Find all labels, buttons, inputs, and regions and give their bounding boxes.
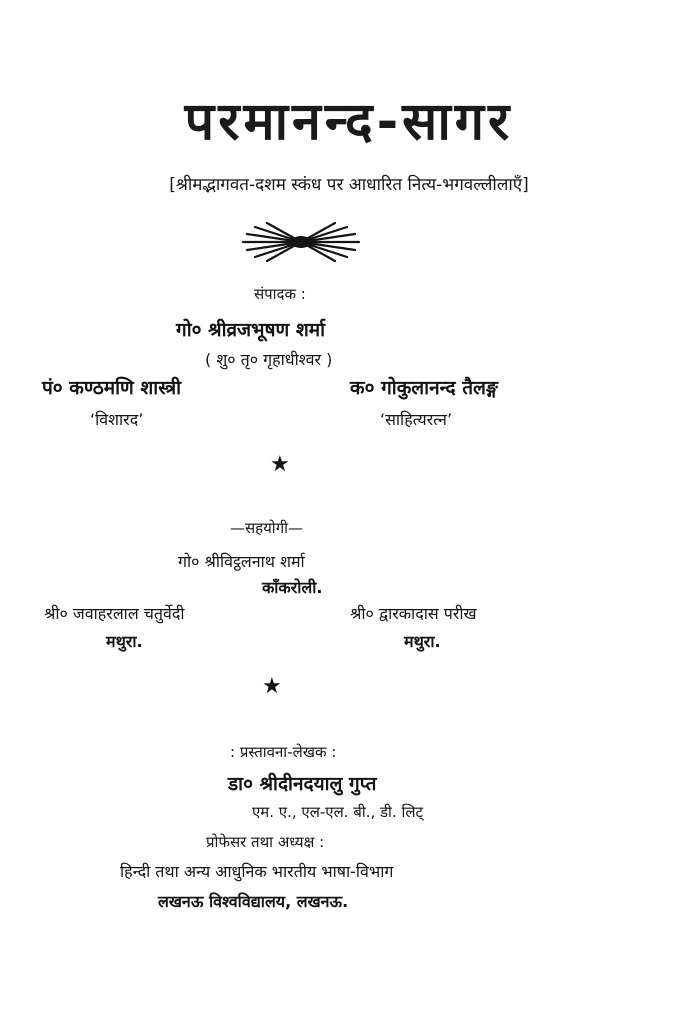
editors-heading: संपादक : (254, 285, 306, 303)
editor-right-name: क० गोकुलानन्द तैलङ्ग (350, 377, 498, 399)
editor-left-name: पं० कण्ठमणि शास्त्री (42, 377, 182, 399)
star-divider-2: ★ (262, 674, 282, 699)
preface-degrees: एम. ए., एल-एल. बी., डी. लिट् (252, 803, 424, 821)
book-title: परमानन्द-सागर (184, 92, 514, 152)
collaborator-center-name: गो० श्रीविट्ठलनाथ शर्मा (178, 552, 305, 571)
preface-department: हिन्दी तथा अन्य आधुनिक भारतीय भाषा-विभाग (120, 862, 394, 881)
chief-editor-title: ( शु० तृ० गृहाधीश्वर ) (205, 350, 333, 369)
preface-author: डा० श्रीदीनदयालु गुप्त (228, 773, 377, 795)
collaborator-right-place: मथुरा. (404, 632, 441, 651)
preface-heading: : प्रस्तावना-लेखक : (230, 743, 337, 761)
ornament-icon (239, 222, 363, 262)
preface-position: प्रोफेसर तथा अध्यक्ष : (206, 833, 325, 851)
star-divider-1: ★ (270, 452, 290, 477)
editor-right-title: ‘साहित्यरत्न’ (380, 410, 453, 429)
preface-university: लखनऊ विश्वविद्यालय, लखनऊ. (158, 892, 349, 911)
collaborator-right-name: श्री० द्वारकादास परीख (350, 604, 477, 623)
chief-editor-name: गो० श्रीव्रजभूषण शर्मा (176, 319, 326, 341)
collaborator-center-place: काँकरोली. (262, 578, 323, 597)
book-subtitle: [श्रीमद्भागवत-दशम स्कंध पर आधारित नित्य-भगवल्लीलाएँ] (169, 175, 529, 195)
collaborator-left-name: श्री० जवाहरलाल चतुर्वेदी (44, 604, 185, 623)
collaborators-heading: —सहयोगी— (230, 519, 304, 537)
editor-left-title: ‘विशारद’ (90, 410, 144, 429)
collaborator-left-place: मथुरा. (106, 632, 143, 651)
